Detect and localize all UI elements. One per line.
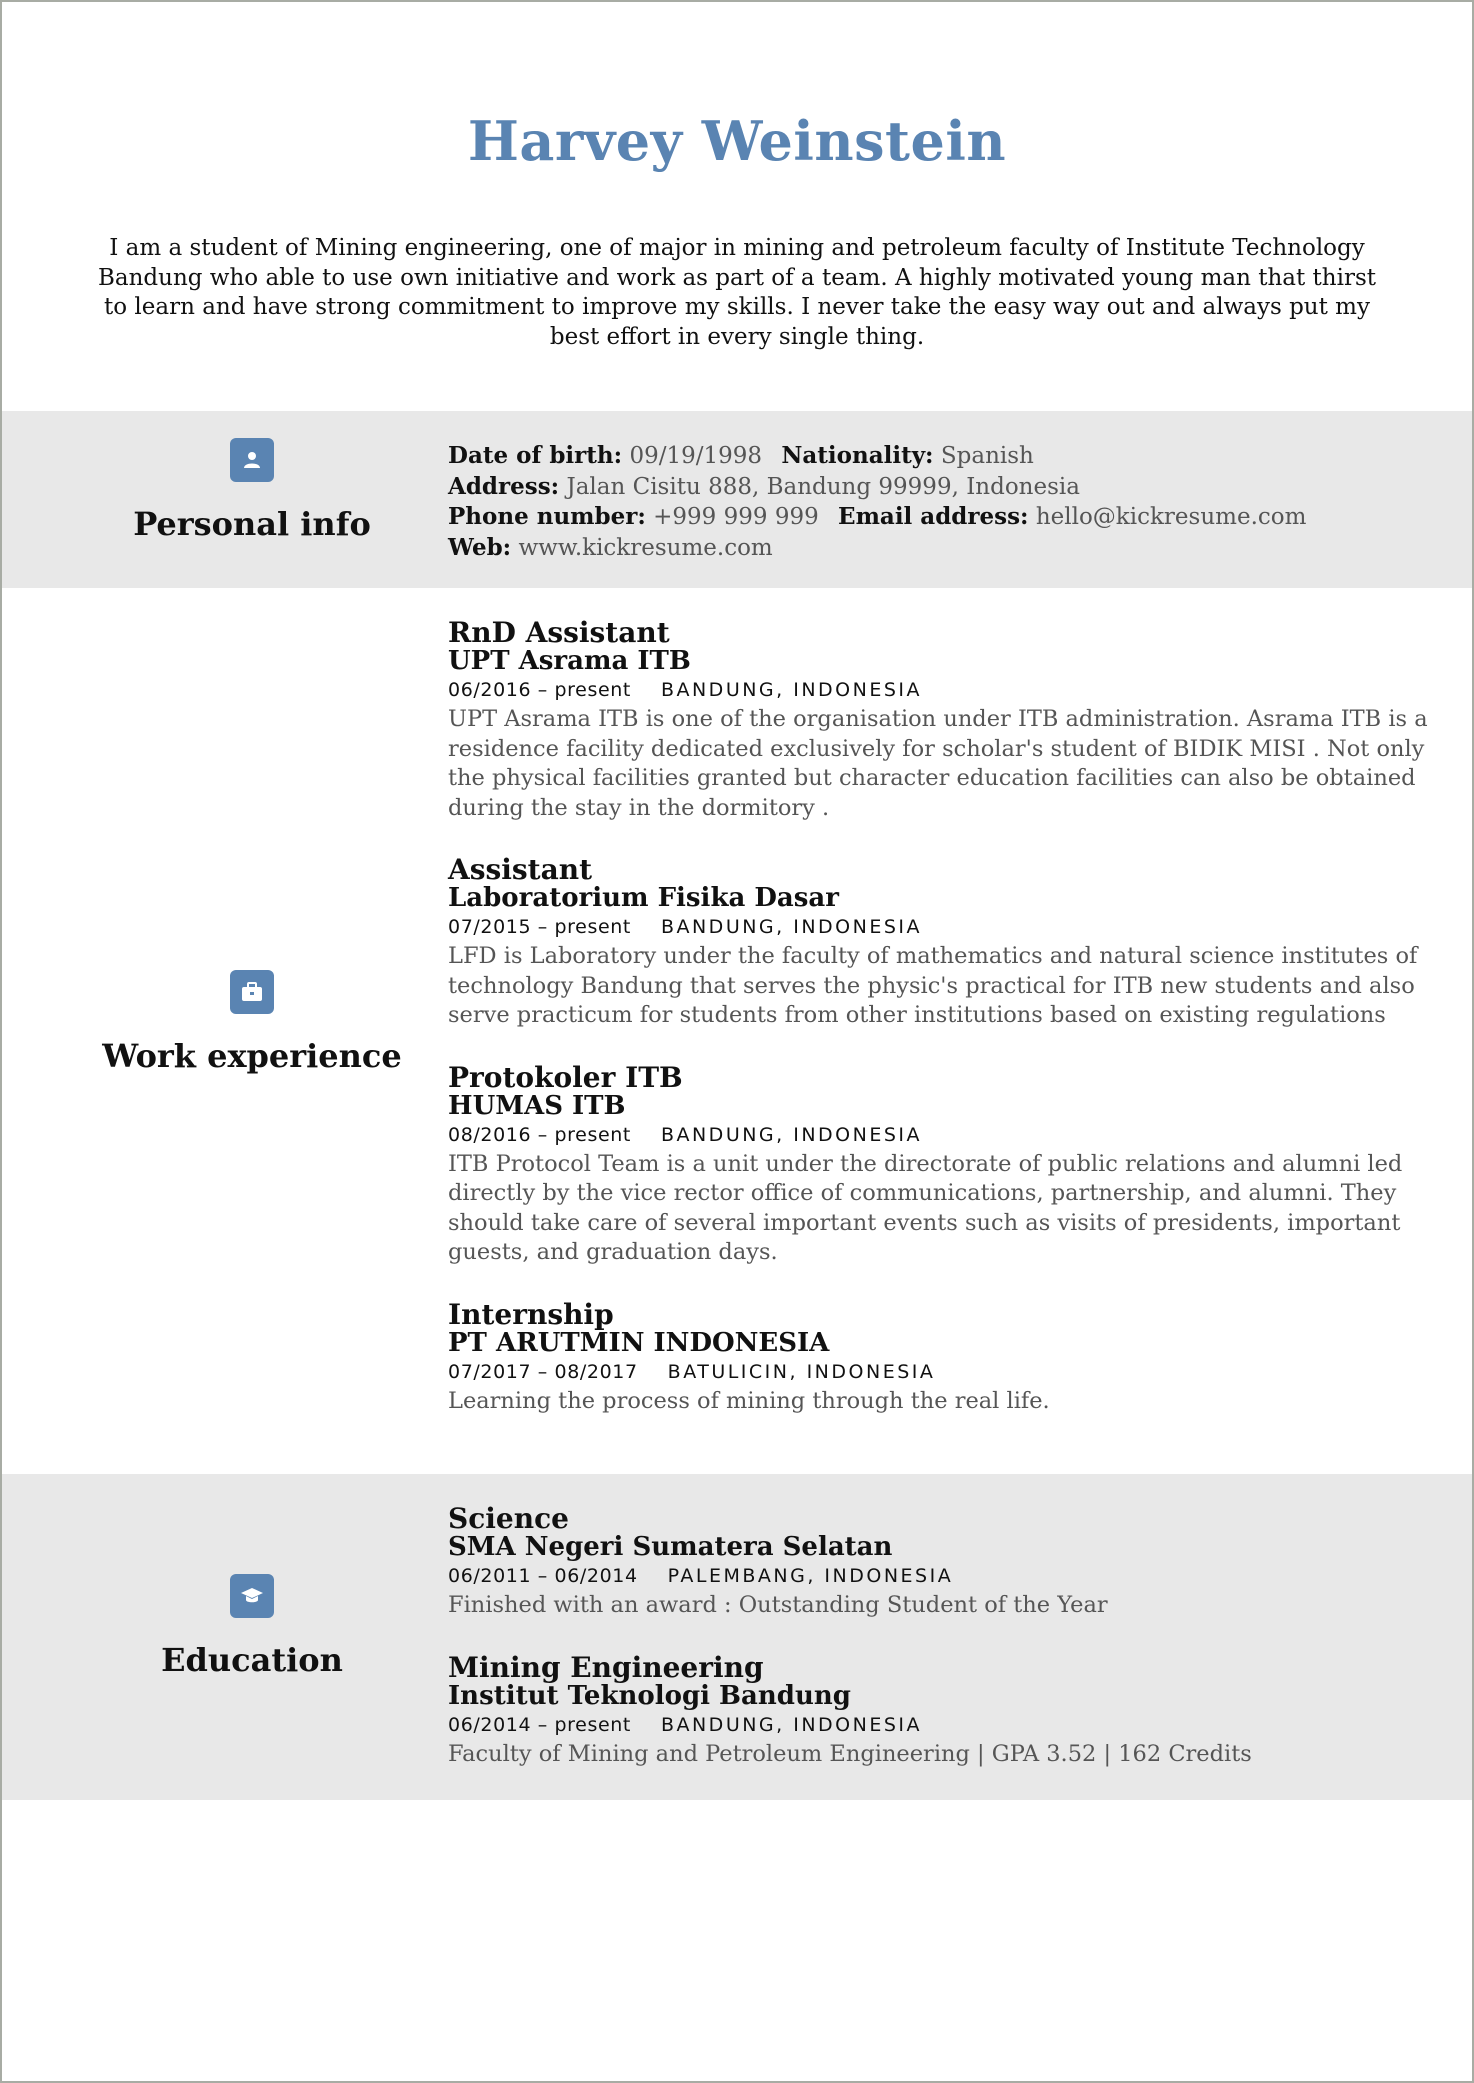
- education-meta: [448, 1562, 1432, 1591]
- job-location: BANDUNG, INDONESIA: [660, 916, 923, 938]
- education-location: BANDUNG, INDONESIA: [660, 1713, 923, 1736]
- job-meta: [448, 1358, 1432, 1387]
- personal-info-details: [448, 441, 1432, 563]
- job-location: BATULICIN, INDONESIA: [667, 1360, 936, 1383]
- education-meta: [448, 1711, 1432, 1740]
- work-entry: [448, 855, 1432, 1031]
- job-description: LFD is Laboratory under the faculty of mathematics and natural science institutes of technology Bandung that serves the physic's practical for ITB new students and also serve practicum for students from other institutions based on existing regulations: [448, 943, 1418, 1028]
- web-value[interactable]: www.kickresume.com: [518, 534, 773, 561]
- education-entry: [448, 1650, 1432, 1770]
- work-entry: [448, 618, 1432, 823]
- resume-header: [2, 2, 1472, 352]
- employer: PT ARUTMIN INDONESIA: [448, 1327, 830, 1358]
- briefcase-icon: [230, 970, 274, 1014]
- job-meta: [448, 1121, 1432, 1150]
- phone-email-line: [448, 502, 1432, 533]
- graduation-cap-icon: [230, 1574, 274, 1618]
- job-dates: 07/2017 – 08/2017: [448, 1360, 638, 1383]
- job-dates: 06/2016 – present: [448, 679, 631, 701]
- employer: UPT Asrama ITB: [448, 646, 691, 676]
- education-title: Education: [161, 1641, 343, 1679]
- employer: Laboratorium Fisika Dasar: [448, 883, 839, 913]
- work-experience-section: [2, 588, 1472, 1474]
- candidate-name: Harvey Weinstein: [467, 109, 1007, 173]
- education-description: Finished with an award : Outstanding Student of the Year: [448, 1592, 1108, 1618]
- employer: HUMAS ITB: [448, 1090, 626, 1121]
- phone-value: +999 999 999: [653, 504, 819, 530]
- dob-value: 09/19/1998: [629, 443, 763, 469]
- education-entry: [448, 1504, 1432, 1621]
- personal-info-heading: [2, 411, 502, 588]
- phone-label: Phone number:: [448, 503, 646, 530]
- web-line: [448, 533, 1432, 564]
- personal-info-section: [2, 411, 1472, 588]
- job-dates: 07/2015 – present: [448, 916, 631, 938]
- education-heading: [2, 1474, 502, 1800]
- job-title: Assistant: [448, 853, 593, 886]
- job-location: BANDUNG, INDONESIA: [660, 679, 923, 701]
- dob-label: Date of birth:: [448, 442, 623, 469]
- person-icon: [230, 438, 274, 482]
- job-meta: [448, 676, 1432, 705]
- work-entry: [448, 1297, 1432, 1417]
- address-value: Jalan Cisitu 888, Bandung 99999, Indonesia: [566, 473, 1080, 500]
- nationality-value: Spanish: [940, 443, 1034, 469]
- address-line: [448, 472, 1432, 503]
- degree-title: Science: [448, 1502, 569, 1535]
- work-experience-title: Work experience: [102, 1037, 402, 1075]
- job-dates: 08/2016 – present: [448, 1123, 631, 1146]
- email-label: Email address:: [838, 503, 1029, 530]
- job-title: Protokoler ITB: [448, 1060, 683, 1094]
- job-location: BANDUNG, INDONESIA: [660, 1123, 923, 1146]
- job-description: Learning the process of mining through the real life.: [448, 1387, 1050, 1414]
- personal-info-title: Personal info: [133, 504, 371, 543]
- job-description: UPT Asrama ITB is one of the organisation under ITB administration. Asrama ITB is a residence facility dedicated exclusively for scholar's student of BIDIK MISI . Not only the physical facilities granted but character education facilities can also be obtained during the stay in the dormitory .: [448, 706, 1428, 821]
- profile-summary: I am a student of Mining engineering, one of major in mining and petroleum faculty of Institute Technology Bandung who able to use own initiative and work as part of a team. A highly motivated young man that thirst to learn and have strong commitment to improve my skills. I never take the easy way out and always put my best effort in every single thing.: [97, 235, 1377, 350]
- email-value[interactable]: hello@kickresume.com: [1035, 504, 1307, 530]
- education-description: Faculty of Mining and Petroleum Engineering | GPA 3.52 | 162 Credits: [448, 1740, 1252, 1767]
- job-title: RnD Assistant: [448, 616, 670, 649]
- address-label: Address:: [448, 472, 560, 500]
- nationality-label: Nationality:: [781, 442, 934, 469]
- education-dates: 06/2014 – present: [448, 1713, 631, 1736]
- education-location: PALEMBANG, INDONESIA: [667, 1565, 954, 1587]
- education-dates: 06/2011 – 06/2014: [448, 1565, 638, 1587]
- education-section: [2, 1474, 1472, 1800]
- web-label: Web:: [448, 533, 512, 561]
- work-entries: [448, 618, 1432, 1416]
- school-name: Institut Teknologi Bandung: [448, 1680, 851, 1711]
- degree-title: Mining Engineering: [448, 1650, 764, 1684]
- education-entries: [448, 1504, 1432, 1769]
- work-experience-heading: [2, 588, 502, 1474]
- job-description: ITB Protocol Team is a unit under the directorate of public relations and alumni led directly by the vice rector office of communications, partnership, and alumni. They should take care of several important events such as visits of presidents, important guests, and graduation days.: [448, 1150, 1403, 1265]
- work-entry: [448, 1060, 1432, 1268]
- job-meta: [448, 913, 1432, 942]
- dob-nationality-line: [448, 441, 1432, 472]
- school-name: SMA Negeri Sumatera Selatan: [448, 1532, 893, 1562]
- job-title: Internship: [448, 1297, 614, 1331]
